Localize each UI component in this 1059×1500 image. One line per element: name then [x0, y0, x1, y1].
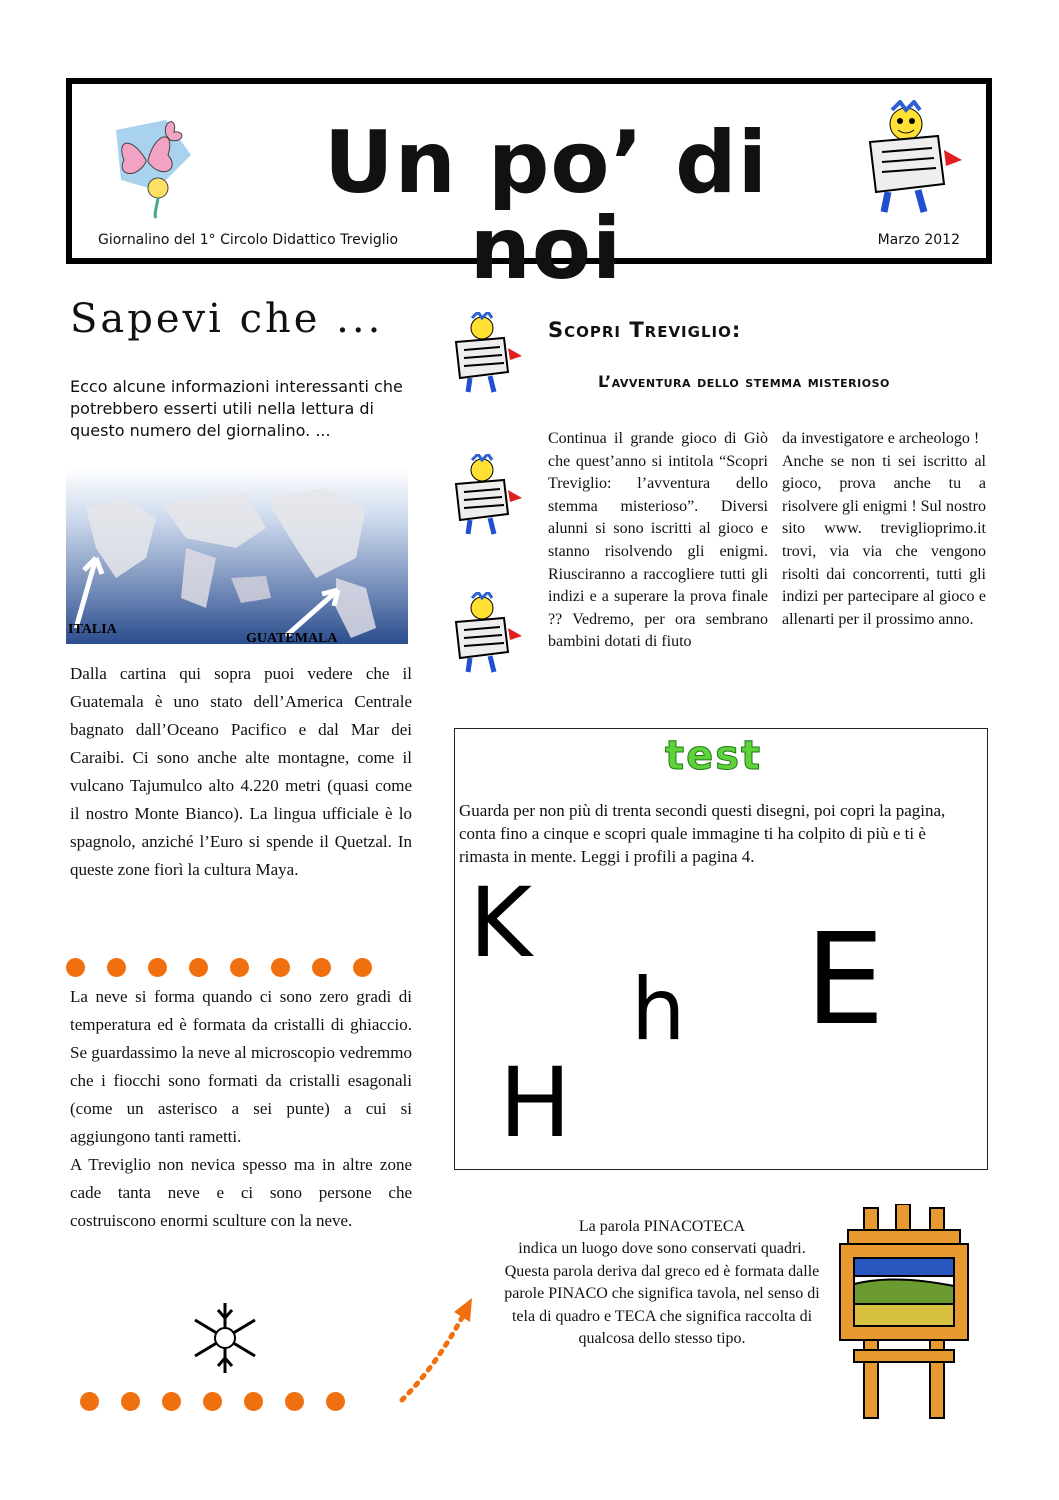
- sapevi-intro: Ecco alcune informazioni interessanti che potrebbero esserti utili nella lettura di questo numero del giornalino. ...: [70, 377, 403, 440]
- test-box: [454, 728, 988, 1170]
- map-label-guatemala: GUATEMALA: [246, 631, 338, 644]
- scopri-subheading: L’avventura dello stemma misterioso: [598, 372, 890, 391]
- orange-dots-trail: [80, 1392, 367, 1416]
- newspaper-mascot-icon: [448, 312, 528, 396]
- issue-date: Marzo 2012: [877, 232, 960, 248]
- masthead-subtitle: Giornalino del 1° Circolo Didattico Treviglio: [98, 232, 399, 248]
- scopri-column-2-p1: da investigatore e archeologo !: [782, 430, 980, 447]
- pinacoteca-line-3: Questa parola deriva dal greco ed è formata dalle parole PINACO che significa tavola, nel senso di tela di quadro e TECA che significa raccolta di qualcosa dello stesso tipo.: [504, 1262, 820, 1348]
- snow-article-p1: La neve si forma quando ci sono zero gradi di temperatura ed è formata da cristalli di ghiaccio. Se guardassimo la neve al microscopio vedremmo che i fiocchi sono formati da cristalli esagonali (come un asterisco a sei punte) a cui si aggiungono tanti rametti.: [70, 987, 412, 1146]
- snow-article-p2: A Treviglio non nevica spesso ma in altre zone cade tanta neve e ci sono persone che costruiscono enormi sculture con la neve.: [70, 1155, 412, 1230]
- newspaper-mascot-icon: [448, 592, 528, 676]
- page-title: Un po’ di noi: [323, 113, 769, 299]
- butterfly-flower-icon: [96, 100, 206, 220]
- test-letter-k: K: [469, 867, 532, 979]
- easel-painting-icon: [834, 1204, 974, 1424]
- pinacoteca-line-1: La parola PINACOTECA: [578, 1218, 746, 1235]
- world-map-image: [66, 468, 408, 644]
- orange-dots-divider: [66, 958, 394, 982]
- snowflake-icon: [180, 1298, 270, 1378]
- guatemala-article: Dalla cartina qui sopra puoi vedere che il Guatemala è uno stato dell’America Centrale bagnato dall’Oceano Pacifico e dal Mar dei Caraibi. Ci sono anche alte montagne, come il vulcano Tajumulco alto 4.220 metri (quasi come il nostro Monte Bianco). La lingua ufficiale è lo spagnolo, anziché l’Euro si spende il Quetzal. In queste zone fiorì la cultura Maya.: [70, 664, 412, 879]
- world-map-shapes: [66, 468, 408, 644]
- test-letter-e: E: [805, 906, 885, 1053]
- scopri-column-2: [782, 428, 986, 631]
- pinacoteca-line-2: indica un luogo dove sono conservati quadri.: [518, 1240, 806, 1258]
- map-label-italia: ITALIA: [68, 622, 117, 637]
- pinacoteca-article: [500, 1216, 824, 1350]
- scopri-heading: Scopri Treviglio:: [548, 318, 742, 342]
- test-letter-h: H: [499, 1047, 572, 1159]
- newspaper-mascot-icon: [858, 100, 968, 220]
- sapevi-heading: Sapevi che ...: [70, 296, 384, 342]
- newspaper-mascot-icon: [448, 454, 528, 538]
- snow-article: [70, 983, 412, 1235]
- test-letter-h-small: h: [631, 960, 686, 1060]
- dotted-arrow-icon: [396, 1296, 486, 1406]
- scopri-column-2-p2: Anche se non ti sei iscritto al gioco, prova anche tu a risolvere gli enigmi ! Sul nostro sito www. treviglioprimo.it trovi, via via che vengono risolti dai concorrenti, tutti gli indizi per partecipare al gioco e allenarti per il prossimo anno.: [782, 452, 986, 628]
- test-instructions: Guarda per non più di trenta secondi questi disegni, poi copri la pagina, conta fino a cinque e scopri quale immagine ti ha colpito di più e ti è rimasta in mente. Leggi i profili a pagina 4.: [459, 801, 946, 866]
- masthead: [66, 78, 992, 299]
- test-heading: test: [665, 733, 763, 779]
- scopri-column-1: Continua il grande gioco di Giò che quest’anno si intitola “Scopri Treviglio: l’avventura dello stemma misterioso”. Diversi alunni si sono iscritti al gioco e stanno risolvendo gli enigmi. Riusciranno a raccogliere tutti gli indizi e a superare la prova finale ?? Vedremo, per ora sembrano bambini dotati di fiuto: [548, 430, 768, 651]
